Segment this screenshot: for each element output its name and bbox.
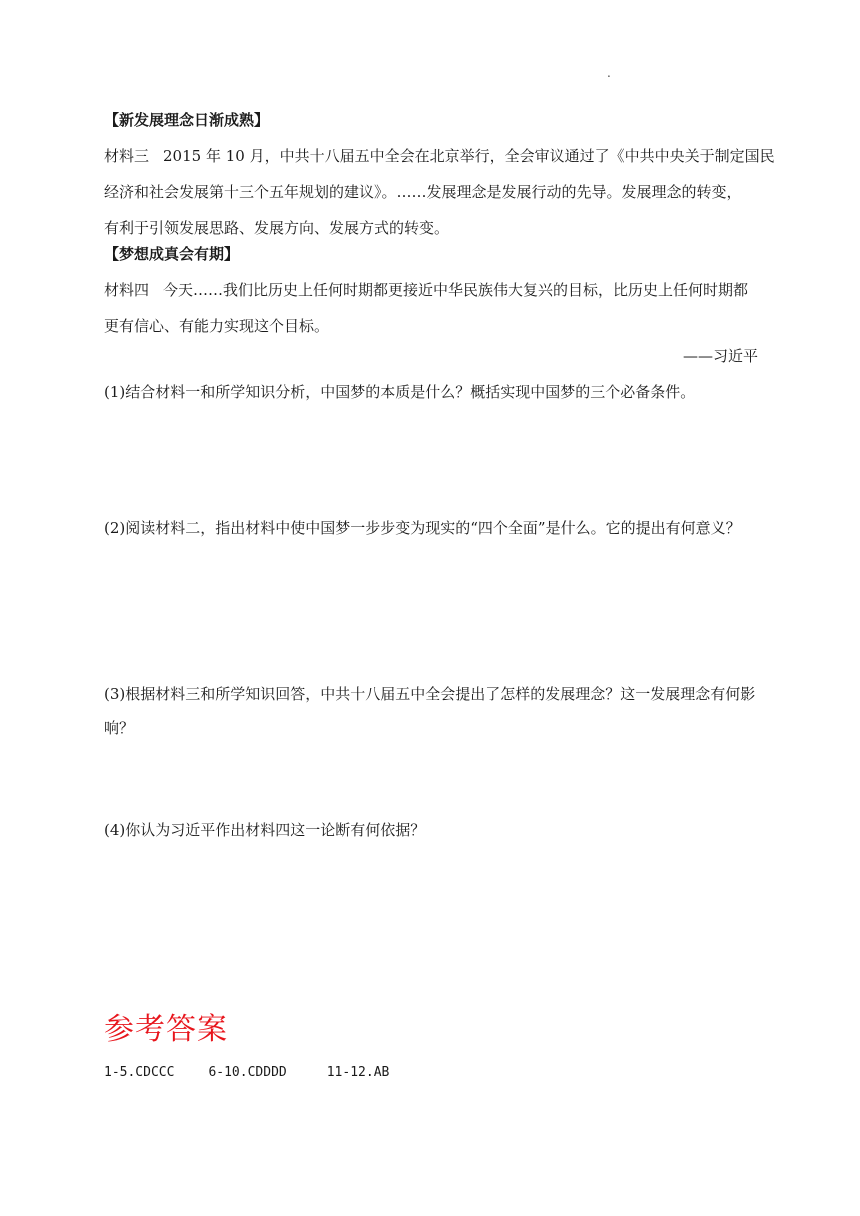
section-heading-new-development: 【新发展理念日渐成熟】: [104, 111, 270, 129]
quote-signature: ——习近平: [682, 347, 758, 365]
question-3: [104, 682, 758, 740]
answer-key: [104, 1064, 389, 1082]
section-heading-dream-come-true: 【梦想成真会有期】: [104, 245, 240, 263]
answer-group-6-10: 6-10.CDDDD: [208, 1065, 287, 1080]
material-four-line-2: 更有信心、有能力实现这个目标。: [104, 317, 330, 335]
answer-group-1-5: 1-5.CDCCC: [104, 1065, 175, 1080]
header-dot: .: [607, 66, 611, 80]
material-three-line-2: 经济和社会发展第十三个五年规划的建议》。……发展理念是发展行动的先导。发展理念的转变，: [104, 183, 742, 201]
answer-title: 参考答案: [104, 1012, 228, 1047]
question-3-line-2: 响？: [104, 719, 135, 737]
question-2: (2)阅读材料二，指出材料中使中国梦一步步变为现实的“四个全面”是什么。它的提出有何意义？: [104, 519, 741, 537]
material-three-line-1: 材料三 2015 年 10 月，中共十八届五中全会在北京举行，全会审议通过了《中共中央关于制定国民: [104, 144, 758, 168]
material-four: [104, 278, 758, 338]
material-three-line-3: 有利于引领发展思路、发展方向、发展方式的转变。: [104, 219, 450, 237]
question-3-line-1: (3)根据材料三和所学知识回答，中共十八届五中全会提出了怎样的发展理念？这一发展理念有何影: [104, 685, 756, 703]
answer-group-11-12: 11-12.AB: [326, 1065, 390, 1080]
material-four-label: 材料四: [104, 281, 150, 299]
material-three-label: 材料三: [104, 147, 150, 165]
material-three: [104, 144, 775, 240]
question-4: (4)你认为习近平作出材料四这一论断有何依据？: [104, 821, 426, 839]
material-four-line-1: 材料四 今天……我们比历史上任何时期都更接近中华民族伟大复兴的目标，比历史上任何时期都: [104, 278, 758, 302]
question-1: (1)结合材料一和所学知识分析，中国梦的本质是什么？概括实现中国梦的三个必备条件。: [104, 383, 696, 401]
